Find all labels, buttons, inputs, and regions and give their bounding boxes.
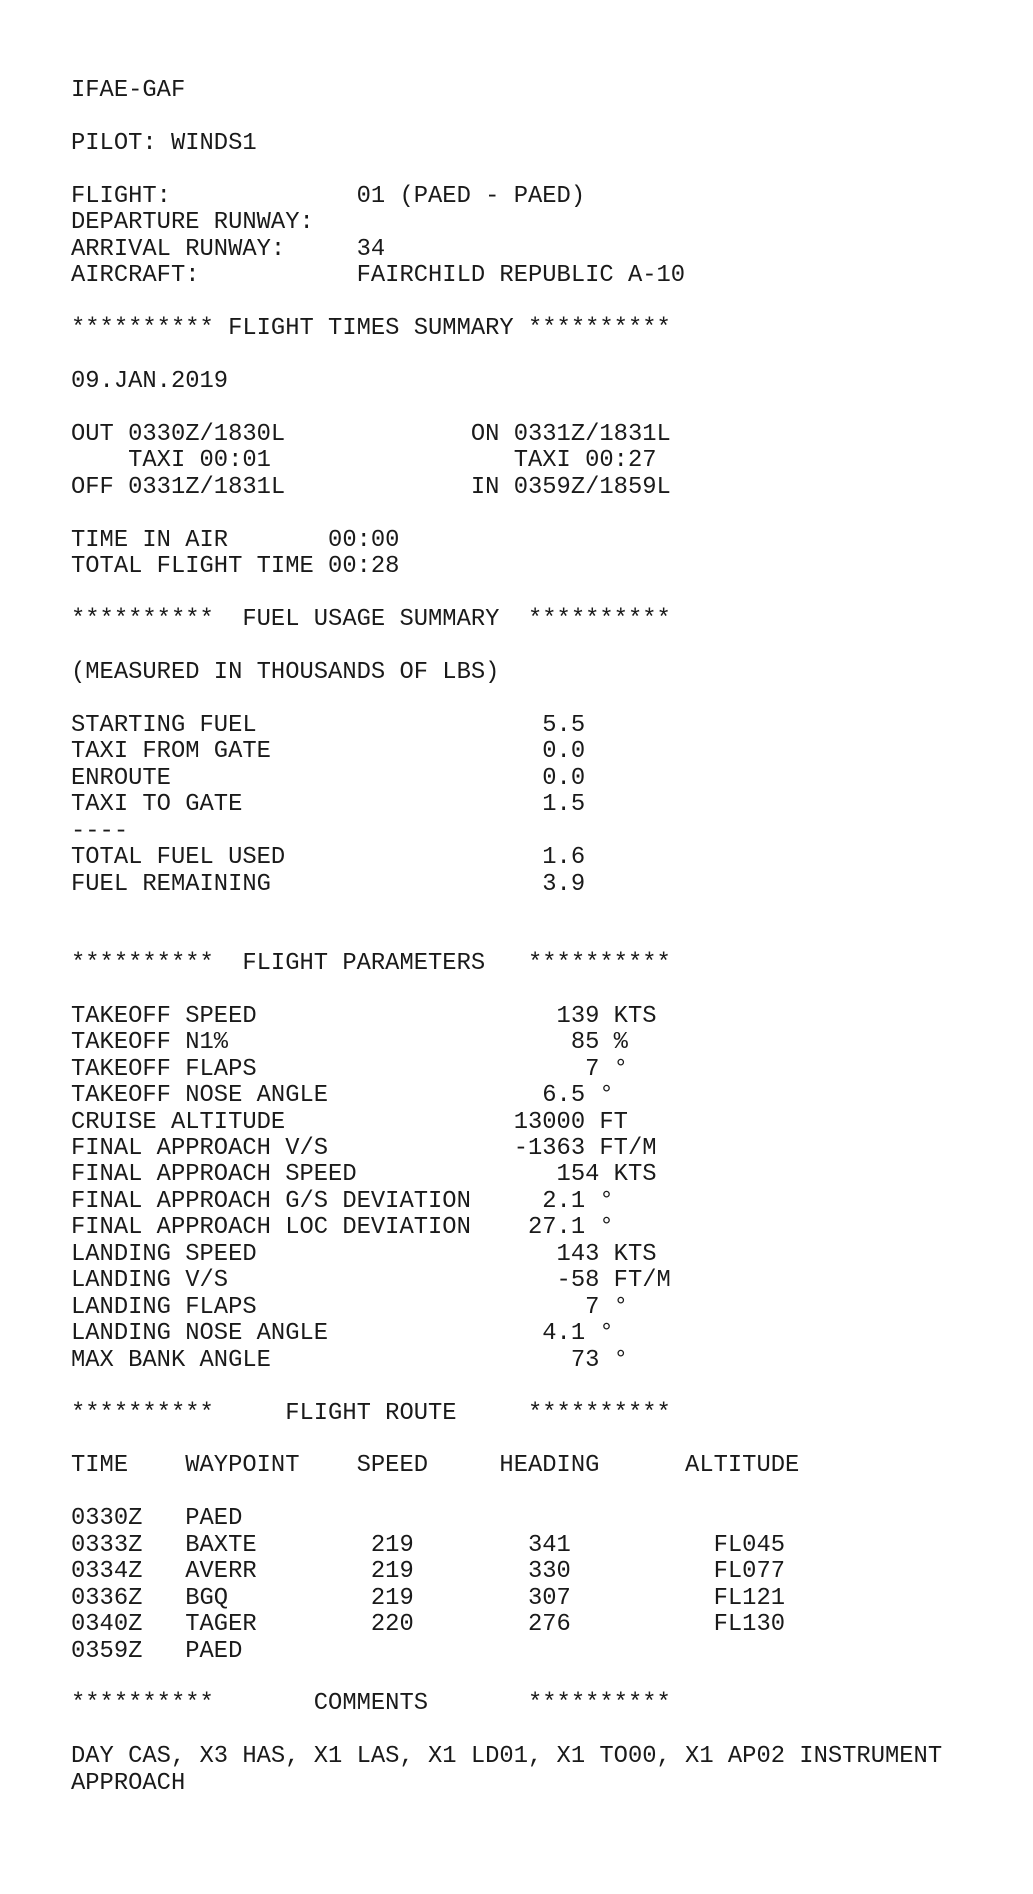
report-line: MAX BANK ANGLE 73 ° (71, 1346, 628, 1374)
report-line: FINAL APPROACH G/S DEVIATION 2.1 ° (71, 1187, 614, 1215)
report-line: FUEL REMAINING 3.9 (71, 870, 586, 898)
report-line: OFF 0331Z/1831L IN 0359Z/1859L (71, 473, 671, 501)
report-line: 0334Z AVERR 219 330 FL077 (71, 1558, 786, 1586)
report-line: TAXI 00:01 TAXI 00:27 (71, 447, 657, 475)
report-line: TAKEOFF SPEED 139 KTS (71, 1002, 657, 1030)
report-line: ********** FLIGHT ROUTE ********** (71, 1399, 671, 1427)
report-line: TAXI FROM GATE 0.0 (71, 738, 586, 766)
report-line: PILOT: WINDS1 (71, 129, 257, 157)
report-line: 09.JAN.2019 (71, 367, 229, 395)
report-line: TAKEOFF FLAPS 7 ° (71, 1055, 628, 1083)
report-line: 0340Z TAGER 220 276 FL130 (71, 1611, 786, 1639)
report-line: FINAL APPROACH SPEED 154 KTS (71, 1161, 657, 1189)
report-line: FINAL APPROACH LOC DEVIATION 27.1 ° (71, 1214, 614, 1242)
report-line: TOTAL FUEL USED 1.6 (71, 844, 586, 872)
report-line: TIME IN AIR 00:00 (71, 526, 400, 554)
report-line: DAY CAS, X3 HAS, X1 LAS, X1 LD01, X1 TO00, X1 AP02 INSTRUMENT (71, 1743, 943, 1771)
report-line: (MEASURED IN THOUSANDS OF LBS) (71, 658, 500, 686)
report-line: APPROACH (71, 1769, 186, 1797)
report-line: LANDING V/S -58 FT/M (71, 1267, 671, 1295)
report-line: TOTAL FLIGHT TIME 00:28 (71, 553, 400, 581)
report-line: ********** FUEL USAGE SUMMARY ********** (71, 606, 671, 633)
report-line: IFAE-GAF (71, 77, 186, 104)
report-line: TIME WAYPOINT SPEED HEADING ALTITUDE (71, 1452, 800, 1480)
report-line: ********** FLIGHT TIMES SUMMARY ********** (71, 315, 671, 343)
report-line: LANDING NOSE ANGLE 4.1 ° (71, 1320, 614, 1348)
report-line: LANDING FLAPS 7 ° (71, 1293, 628, 1321)
report-line: ENROUTE 0.0 (71, 764, 586, 792)
report-line: FLIGHT: 01 (PAED - PAED) (71, 182, 586, 210)
report-line: 0333Z BAXTE 219 341 FL045 (71, 1531, 786, 1559)
report-line: ---- (71, 817, 129, 845)
report-line: 0336Z BGQ 219 307 FL121 (71, 1584, 786, 1612)
report-line: FINAL APPROACH V/S -1363 FT/M (71, 1135, 657, 1162)
report-line: TAKEOFF NOSE ANGLE 6.5 ° (71, 1082, 614, 1110)
report-line: ********** FLIGHT PARAMETERS ********** (71, 949, 671, 977)
report-line: TAKEOFF N1% 85 % (71, 1029, 628, 1057)
report-line: ARRIVAL RUNWAY: 34 (71, 235, 386, 263)
report-line: STARTING FUEL 5.5 (71, 711, 586, 739)
report-line: LANDING SPEED 143 KTS (71, 1240, 657, 1268)
report-line: OUT 0330Z/1830L ON 0331Z/1831L (71, 420, 671, 448)
report-line: AIRCRAFT: FAIRCHILD REPUBLIC A-10 (71, 262, 686, 290)
report-line: ********** COMMENTS ********** (71, 1690, 671, 1718)
report-line: 0330Z PAED (71, 1505, 243, 1533)
report-line: 0359Z PAED (71, 1637, 243, 1665)
report-line: DEPARTURE RUNWAY: (71, 209, 314, 237)
report-line: TAXI TO GATE 1.5 (71, 791, 586, 819)
report-line: CRUISE ALTITUDE 13000 FT (71, 1108, 628, 1136)
